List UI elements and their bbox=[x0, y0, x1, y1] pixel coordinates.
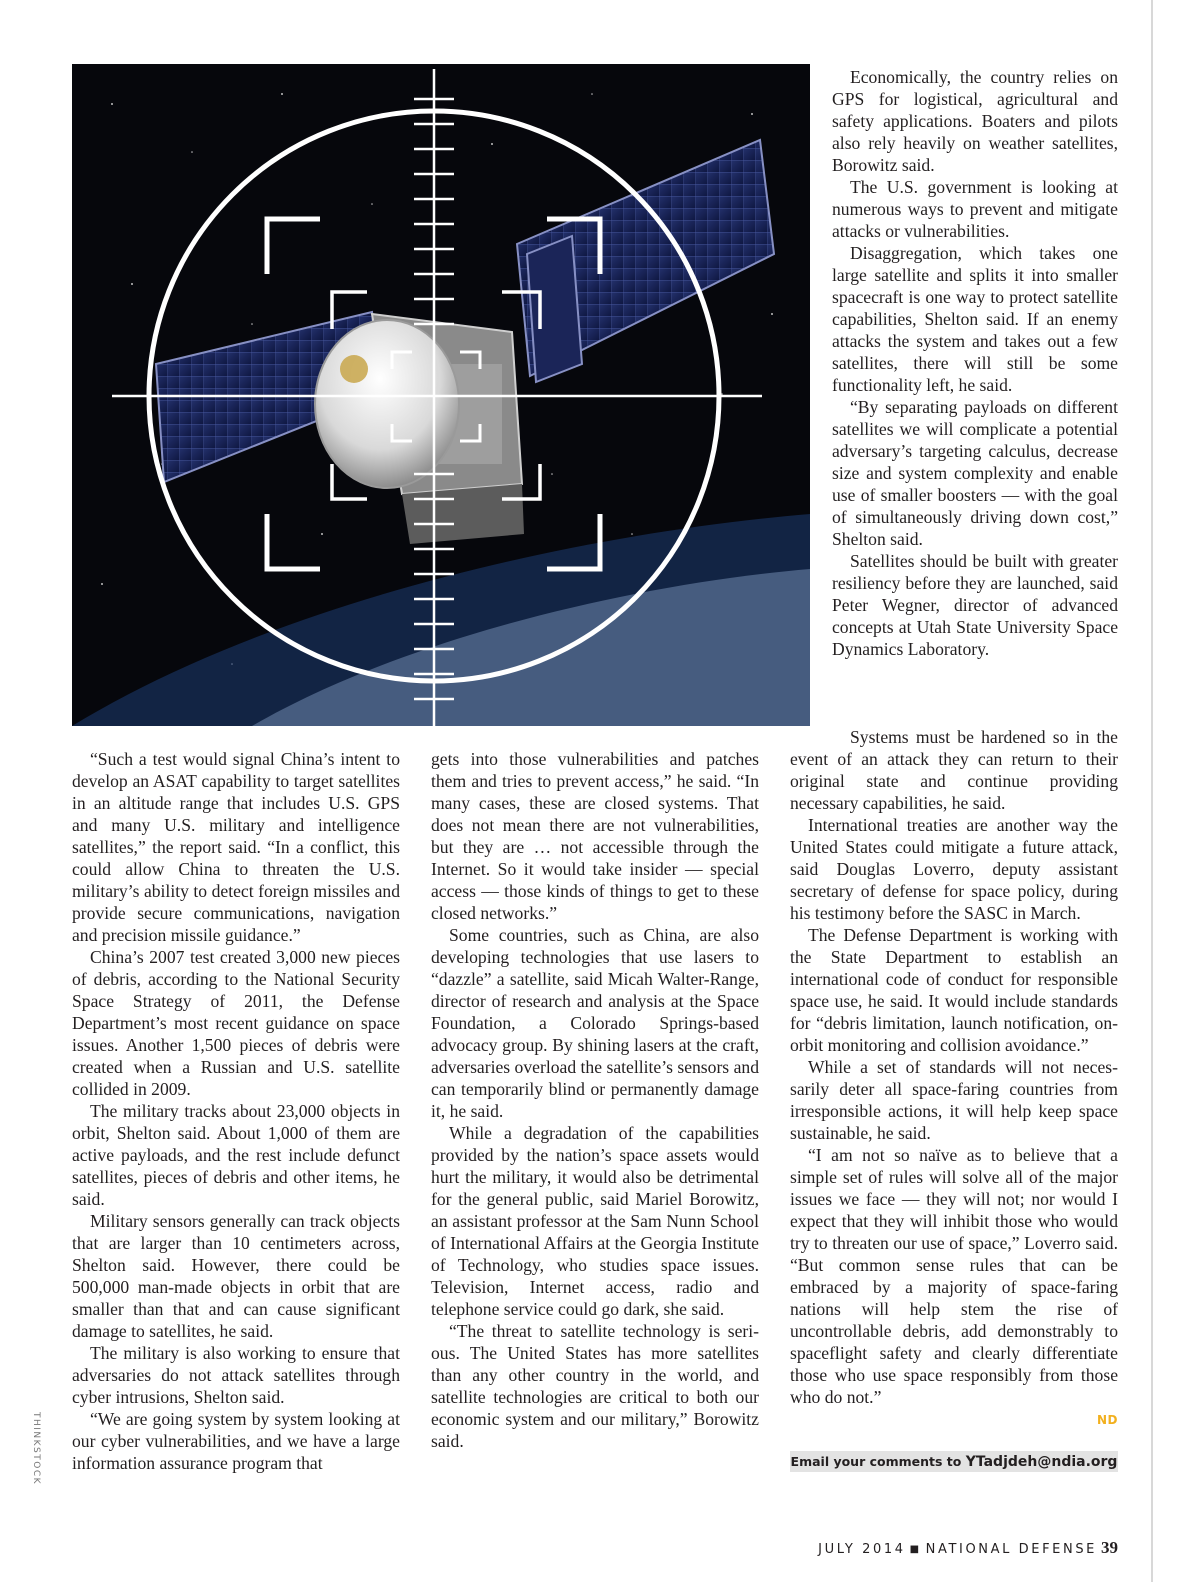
paragraph: Some countries, such as China, are also developing technologies that use lasers to “dazzle” a satellite, said Micah Walter-Range, director of research and analysis at the Space Foundation, a Colorado Springs-based advocacy group. By shining lasers at the craft, adversaries overload the satellite’s sensors and can temporarily blind or permanently damage it, he said. bbox=[431, 925, 759, 1121]
paragraph: Satellites should be built with greater resiliency before they are launched, said Peter Wegner, director of advanced concepts at Utah State University Space Dynamics Laboratory. bbox=[832, 551, 1118, 659]
email-link[interactable]: YTadjdeh@ndia.org bbox=[965, 1454, 1118, 1470]
satellite-body bbox=[315, 314, 524, 544]
footer-date: JULY 2014 bbox=[818, 1542, 906, 1557]
dish-antenna bbox=[315, 320, 459, 488]
paragraph: While a degradation of the capabilities provided by the nation’s space assets would hurt the military, it would also be detrimental for the general public, said Mariel Borowitz, an assistant professor at the Sam Nunn School of International Affairs at the Georgia Institute of Technology, who studies space issues. Television, Internet access, radio and telephone service could go dark, she said. bbox=[431, 1123, 759, 1319]
paragraph: Disaggregation, which takes one large satellite and splits it into smaller spacecraft is one way to protect satellite capabilities, Shelton said. If an enemy attacks the system and takes out a few satellites, there will still be some functionality left, he said. bbox=[832, 243, 1118, 395]
paragraph: While a set of standards will not necessarily deter all space-faring countries from irresponsible actions, it will help keep space sustainable, he said. bbox=[790, 1057, 1118, 1143]
paragraph: International treaties are another way the United States could mitigate a future attack, said Douglas Loverro, deputy assistant secretary of defense for space policy, during his testimony before the SASC in March. bbox=[790, 815, 1118, 923]
footer-separator: ■ bbox=[909, 1544, 922, 1555]
page-footer bbox=[818, 1538, 1118, 1558]
solar-panel-right bbox=[517, 140, 774, 382]
paragraph: gets into those vulnerabilities and patches them and tries to prevent access,” he said. “In many cases, these are closed systems. That does not mean there are not vulnerabilities, but they are … not accessible through the Internet. So it would take insider — special access — those kinds of things to get to these closed networks.” bbox=[431, 749, 759, 923]
article-column-3-top bbox=[832, 66, 1118, 660]
email-prefix: Email your comments to bbox=[790, 1454, 966, 1469]
photo-graphic bbox=[72, 64, 810, 726]
article-column-2 bbox=[431, 748, 759, 1452]
article-column-3-bottom bbox=[790, 726, 1118, 1408]
paragraph: The U.S. government is looking at numerous ways to prevent and mitigate attacks or vulnerabilities. bbox=[832, 177, 1118, 241]
paragraph: The military tracks about 23,000 objects in orbit, Shelton said. About 1,000 of them are active payloads, and the rest include defunct satellites, pieces of debris and other items, he said. bbox=[72, 1101, 400, 1209]
end-of-article-mark: ND bbox=[1097, 1413, 1119, 1427]
paragraph: China’s 2007 test created 3,000 new pieces of debris, according to the National Security Space Strategy of 2011, the Defense Department’s most recent guidance on space issues. Another 1,500 pieces of debris were created when a Russian and U.S. satellite collided in 2009. bbox=[72, 947, 400, 1099]
paragraph: Military sensors generally can track objects that are larger than 10 centimeters across, Shelton said. However, there could be 500,000 man-made objects in orbit that are smaller than that and can cause significant damage to satellites, he said. bbox=[72, 1211, 400, 1341]
paragraph: The military is also working to ensure that adversaries do not attack satellites through cyber intrusions, Shelton said. bbox=[72, 1343, 400, 1407]
photo-credit: THINKSTOCK bbox=[31, 1412, 41, 1486]
paragraph: Economically, the country relies on GPS for logistical, agricultural and safety applications. Boaters and pilots also rely heavily on weather satellites, Borowitz said. bbox=[832, 67, 1118, 175]
paragraph: “By separating payloads on different satellites we will complicate a potential adversary’s targeting calculus, decrease size and system complexity and enable use of smaller boosters — with the goal of simultaneously driving down cost,” Shelton said. bbox=[832, 397, 1118, 549]
paragraph: “The threat to satellite technology is serious. The United States has more satellites than any other country in the world, and satellite technologies are critical to both our economic system and our military,” Borowitz said. bbox=[431, 1321, 759, 1451]
article-column-1 bbox=[72, 748, 400, 1474]
page-number: 39 bbox=[1101, 1538, 1118, 1557]
paragraph: “We are going system by system looking at our cyber vulnerabilities, and we have a large information assurance program that bbox=[72, 1409, 400, 1473]
satellite-crosshair-photo bbox=[72, 64, 810, 726]
paragraph: The Defense Department is working with the State Department to establish an international code of conduct for responsible space use, he said. It would include standards for “debris limitation, launch notification, on-orbit monitoring and collision avoidance.” bbox=[790, 925, 1118, 1055]
email-comments-box bbox=[790, 1451, 1118, 1472]
paragraph: Systems must be hardened so in the event of an attack they can return to their original state and continue providing necessary capabilities, he said. bbox=[790, 727, 1118, 813]
footer-publication: NATIONAL DEFENSE bbox=[925, 1542, 1097, 1557]
paragraph: “I am not so naïve as to believe that a simple set of rules will solve all of the major issues we face — they will not; nor would I expect that they will inhibit those who would try to threaten our use of space,” Loverro said. “But common sense rules that can be embraced by a majority of space-faring nations will help stem the rise of uncontrollable debris, add demonstrably to spaceflight safety and clearly differentiate those who use space responsibly from those who do not.” bbox=[790, 1145, 1118, 1407]
paragraph: “Such a test would signal China’s intent to develop an ASAT capability to target satellites in an altitude range that includes U.S. GPS and many U.S. military and intelligence satellites,” the report said. “In a conflict, this could allow China to threaten the U.S. military’s ability to detect foreign missiles and provide secure communications, navigation and precision missile guidance.” bbox=[72, 749, 400, 945]
page-edge bbox=[1151, 0, 1153, 1582]
